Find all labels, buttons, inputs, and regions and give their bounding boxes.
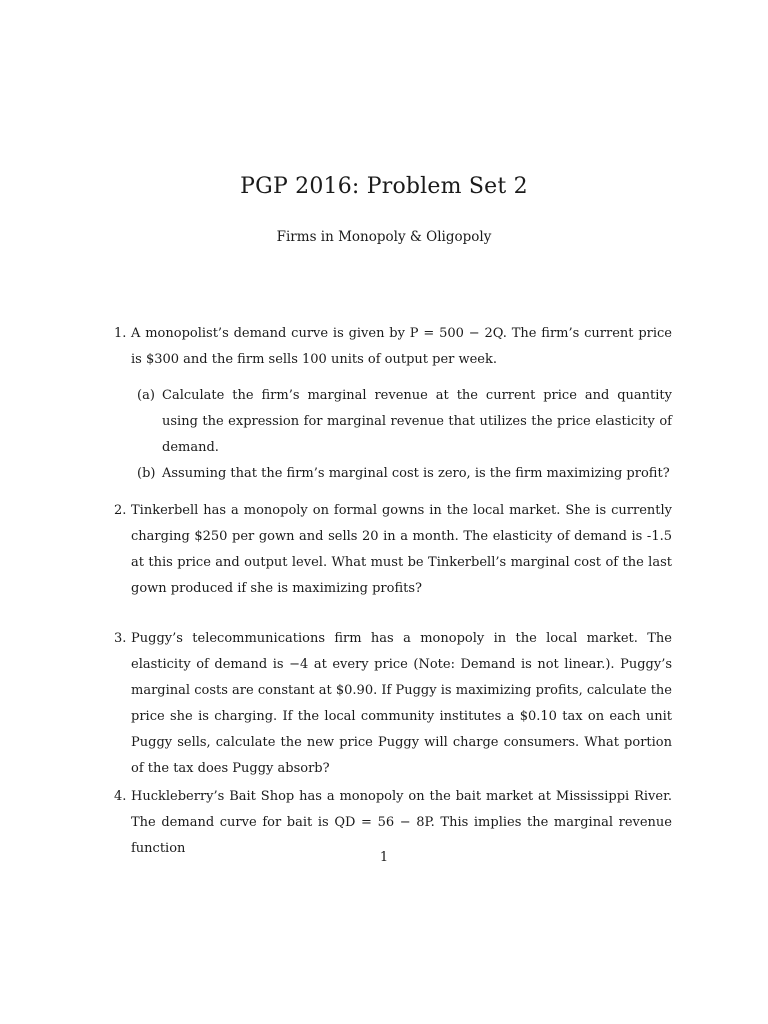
subitem-a [137,383,672,461]
subitem-list [137,383,672,487]
problem-text: A monopolist’s demand curve is given by P = 500 − 2Q. The firm’s current price is $300 and the firm sells 100 units of output per week. [131,326,672,367]
problem-text: Huckleberry’s Bait Shop has a monopoly on the bait market at Mississippi River. The demand curve for bait is QD = 56 − 8P. This implies the marginal revenue function [131,789,672,856]
page-title: PGP 2016: Problem Set 2 [240,174,528,199]
subitem-text: Assuming that the firm’s marginal cost is zero, is the firm maximizing profit? [162,466,670,481]
problem-2 [114,498,672,602]
problem-1 [114,321,672,487]
page-number: 1 [379,850,389,865]
problem-text: Tinkerbell has a monopoly on formal gowns in the local market. She is currently charging $250 per gown and sells 20 in a month. The elasticity of demand is -1.5 at this price and output level. What must be Tinkerbell’s marginal cost of the last gown produced if she is maximizing profits? [131,503,672,596]
subitem-b [137,461,672,487]
subitem-label: (a) [137,388,155,403]
problem-number: 4. [114,789,127,804]
problem-number: 3. [114,631,127,646]
problem-number: 1. [114,326,127,341]
subitem-text: Calculate the firm’s marginal revenue at the current price and quantity using the expression for marginal revenue that utilizes the price elasticity of demand. [162,388,672,455]
subitem-label: (b) [137,466,156,481]
problem-text: Puggy’s telecommunications firm has a monopoly in the local market. The elasticity of demand is −4 at every price (Note: Demand is not linear.). Puggy’s marginal costs are constant at $0.90. If Puggy is maximizing profits, calculate the price she is charging. If the local community institutes a $0.10 tax on each unit Puggy sells, calculate the new price Puggy will charge consumers. What portion of the tax does Puggy absorb? [131,631,672,776]
problem-number: 2. [114,503,127,518]
page-subtitle: Firms in Monopoly & Oligopoly [276,229,492,245]
problem-3 [114,626,672,782]
